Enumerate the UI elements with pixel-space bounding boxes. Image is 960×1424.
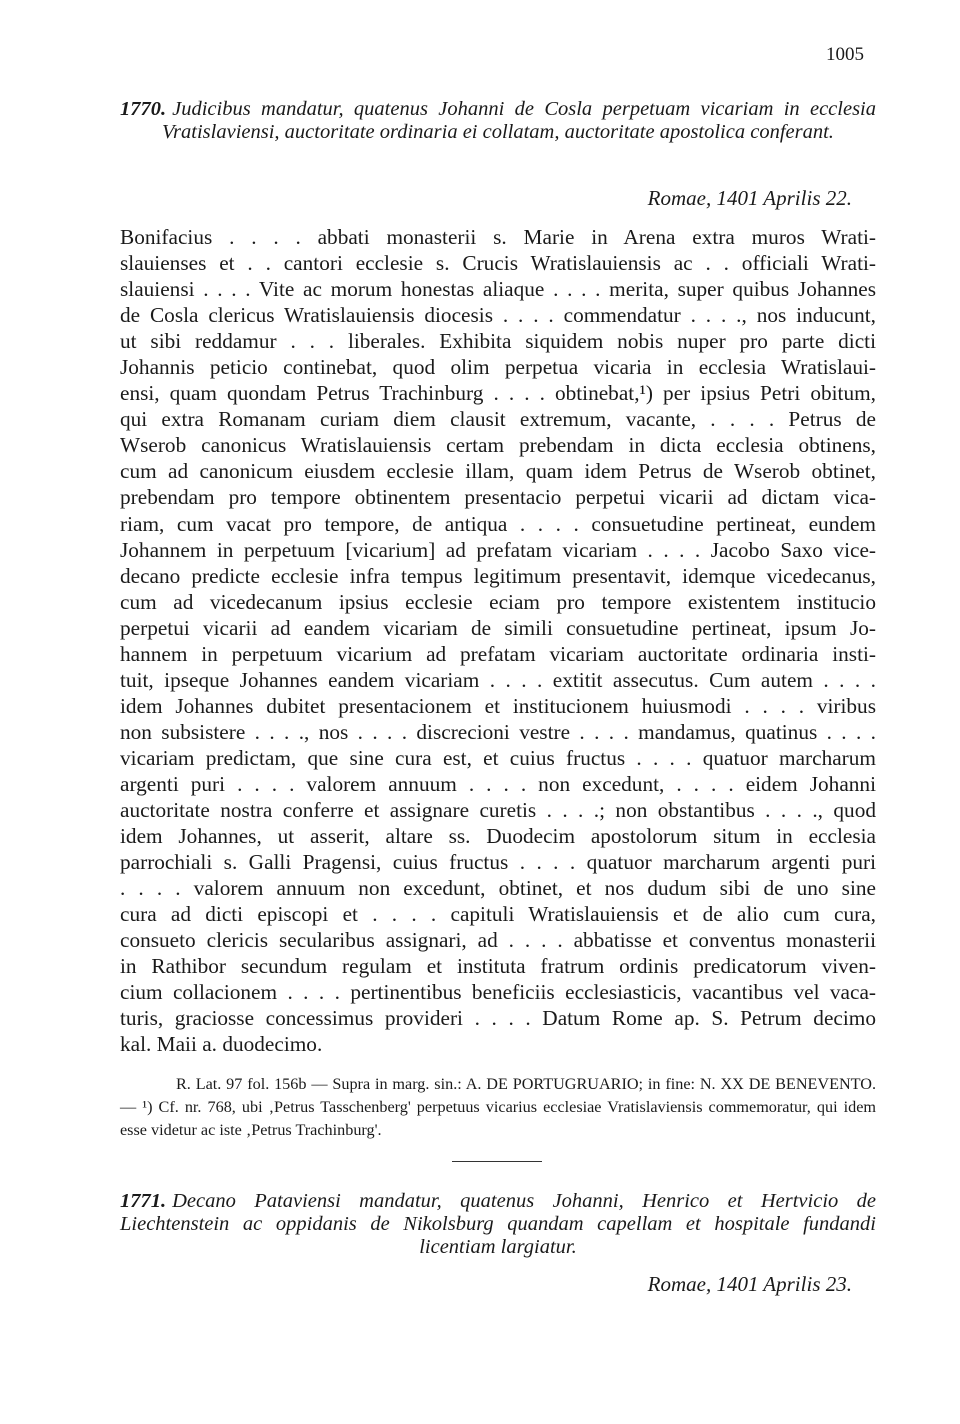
body-line: qui extra Romanam curiam diem clausit extremum, vacante, . . . . Petrus de	[120, 407, 876, 432]
body-line: Bonifacius . . . . abbati monasterii s. Marie in Arena extra muros Wrati-	[120, 225, 876, 249]
entry-1770-body	[120, 224, 876, 1058]
body-line: ensi, quam quondam Petrus Trachinburg . . . . obtinebat,¹) per ipsius Petri obitum,	[120, 381, 876, 406]
entry-1770-summary	[120, 98, 876, 144]
entry-1770-notes	[120, 1073, 876, 1142]
body-line: perpetui vicarii ad eandem vicariam de simili consuetudine pertineat, ipsum Jo-	[120, 615, 876, 640]
body-line: slauienses et . . cantori ecclesie s. Crucis Wratislauiensis ac . . officiali Wrati-	[120, 251, 876, 276]
entry-1771-dateline: Romae, 1401 Aprilis 23.	[647, 1272, 852, 1296]
body-line: cium collacionem . . . . pertinentibus beneficiis ecclesiasticis, vacantibus vel vaca-	[120, 980, 876, 1005]
entry-1771-summary	[120, 1190, 876, 1259]
body-line: auctoritate nostra conferre et assignare curetis . . . .; non obstantibus . . . ., quod	[120, 798, 876, 823]
body-line: vicariam predictam, que sine cura est, et cuius fructus . . . . quatuor marcharum	[120, 745, 876, 770]
body-line: Wserob canonicus Wratislauiensis certam prebendam in dicta ecclesia obtinens,	[120, 433, 876, 458]
entry-1771-number: 1771.	[120, 1190, 167, 1212]
body-line: de Cosla clericus Wratislauiensis diocesis . . . . commendatur . . . ., nos inducunt,	[120, 303, 876, 328]
body-line: tuit, ipseque Johannes eandem vicariam . . . . extitit assecutus. Cum autem . . . .	[120, 667, 876, 692]
body-line: . . . . valorem annuum non excedunt, obtinet, et nos dudum sibi de uno sine	[120, 876, 876, 901]
body-line: cum ad vicedecanum ipsius ecclesie eciam pro tempore existentem institucio	[120, 589, 876, 614]
body-line: prebendam pro tempore obtinentem presentacio perpetui vicarii ad dictam vica-	[120, 485, 876, 510]
body-line: hannem in perpetuum vicarium ad prefatam vicariam auctoritate ordinaria insti-	[120, 641, 876, 666]
body-line: in Rathibor secundum regulam et instituta fratrum ordinis predicatorum viven-	[120, 954, 876, 979]
body-line: slauiensi . . . . Vite ac morum honestas aliaque . . . . merita, super quibus Johannes	[120, 277, 876, 302]
body-line: idem Johannes dubitet presentacionem et institucionem huiusmodi . . . . viribus	[120, 693, 876, 718]
body-line: decano predicte ecclesie infra tempus legitimum presentavit, idemque vicedecanus,	[120, 563, 876, 588]
body-line: ut sibi reddamur . . . liberales. Exhibita siquidem nobis nuper pro parte dicti	[120, 329, 876, 354]
body-line: cura ad dicti episcopi et . . . . capituli Wratislauiensis et de alio cum cura,	[120, 902, 876, 927]
entry-1770-number: 1770.	[120, 98, 167, 120]
body-line: cum ad canonicum eiusdem ecclesie illam, quam idem Petrus de Wserob obtinet,	[120, 459, 876, 484]
body-line: argenti puri . . . . valorem annuum . . . . non excedunt, . . . . eidem Johanni	[120, 771, 876, 796]
notes-text: R. Lat. 97 fol. 156b — Supra in marg. sin.: A. DE PORTUGRUARIO; in fine: N. XX DE BENEVENTO. — ¹) Cf. nr. 768, ubi ‚Petrus Tasschenberg' perpetuus vicarius ecclesiae Vratislaviensis commemoratur, qui idem esse videtur ac iste ‚Petrus Trachinburg'.	[120, 1075, 876, 1139]
section-divider	[452, 1161, 542, 1162]
entry-1771-summary-text: Decano Pataviensi mandatur, quatenus Johanni, Henrico et Hertvicio de Liechtenstein ac oppidanis de Nikolsburg quandam capellam et hospitale fundandi licentiam largiatur.	[120, 1190, 876, 1258]
body-line: turis, graciosse concessimus provideri . . . . Datum Rome ap. S. Petrum decimo	[120, 1006, 876, 1031]
page-number: 1005	[826, 44, 864, 65]
entry-1770-summary-text: Judicibus mandatur, quatenus Johanni de Cosla perpetuam vicariam in ecclesia Vratislaviensi, auctoritate ordinaria ei collatam, auctoritate apostolica conferant.	[162, 98, 876, 143]
body-line: non subsistere . . . ., nos . . . . discrecioni vestre . . . . mandamus, quatinus . . . .	[120, 719, 876, 744]
entry-1770-dateline: Romae, 1401 Aprilis 22.	[647, 186, 852, 210]
body-line: parrochiali s. Galli Pragensi, cuius fructus . . . . quatuor marcharum argenti puri	[120, 850, 876, 875]
body-line: kal. Maii a. duodecimo.	[120, 1032, 323, 1057]
body-line: Johannem in perpetuum [vicarium] ad prefatam vicariam . . . . Jacobo Saxo vice-	[120, 537, 876, 562]
body-line: idem Johannes, ut asserit, altare ss. Duodecim apostolorum situm in ecclesia	[120, 824, 876, 849]
body-line: consueto clericis secularibus assignari, ad . . . . abbatisse et conventus monasterii	[120, 928, 876, 953]
body-line: riam, cum vacat pro tempore, de antiqua . . . . consuetudine pertineat, eundem	[120, 511, 876, 536]
body-line: Johannis peticio continebat, quod olim perpetua vicaria in ecclesia Wratislaui-	[120, 355, 876, 380]
